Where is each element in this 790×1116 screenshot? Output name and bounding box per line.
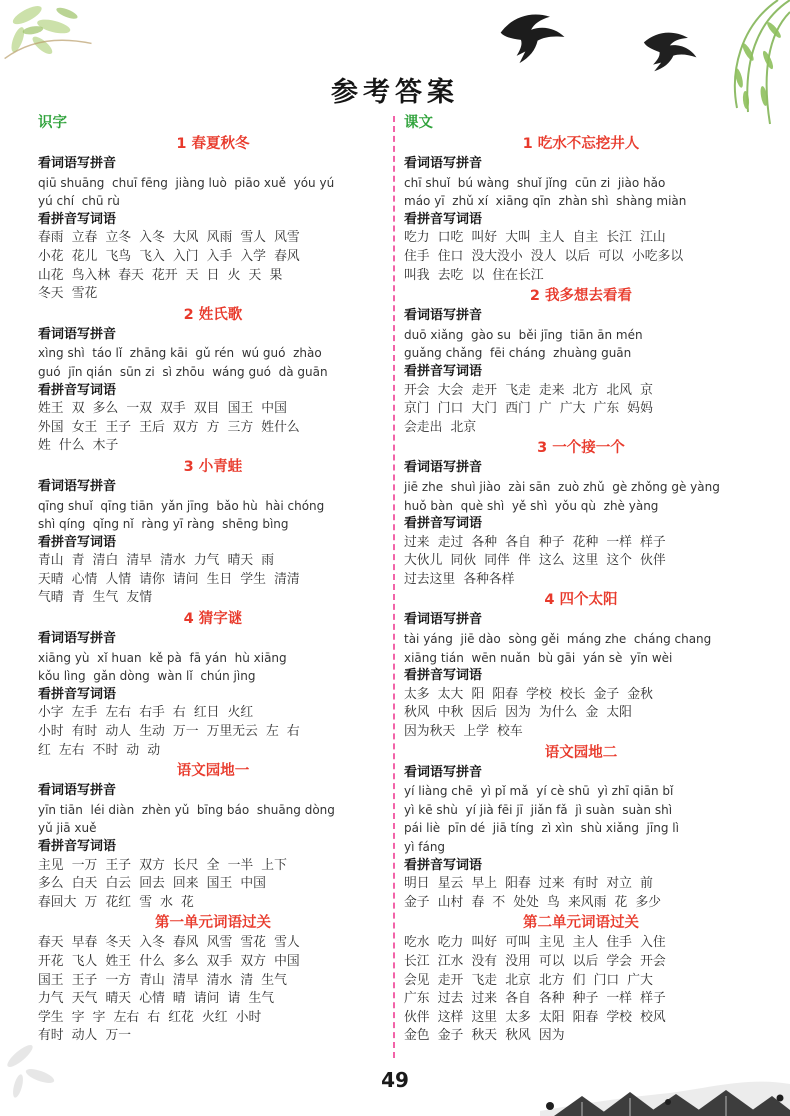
words-line: 姓 什么 木子 [38,438,119,454]
pinyin-line: tài yáng jiē dào sòng gěi máng zhe cháng chang [404,632,712,647]
words-line: 有时 动人 万一 [38,1028,132,1044]
pinyin-line: qīng shuǐ qīng tiān yǎn jīng bǎo hù hài chóng [38,498,325,513]
block-label: 看词语写拼音 [404,764,483,780]
answer-column-right [404,114,758,1046]
pinyin-line: duō xiǎng gào su běi jīng tiān ān mén [404,327,643,342]
pinyin-line: xiāng tián wēn nuǎn bù gāi yán sè yīn wèi [404,650,673,665]
words-line: 金子 山村 春 不 处处 鸟 来风雨 花 多少 [404,894,662,910]
words-line: 太多 太大 阳 阳春 学校 校长 金子 金秋 [404,686,653,702]
pinyin-line: guó jīn qián sūn zi sì zhōu wáng guó dà guān [38,364,328,379]
pinyin-line: pái liè pīn dé jiā tíng zì xìn shù xiǎng jīng lì [404,821,679,836]
words-line: 姓王 双 多么 一双 双手 双目 国王 中国 [38,401,287,417]
section-title: 第一单元词语过关 [155,915,271,932]
column-header: 识字 [38,115,67,131]
words-line: 明日 星云 早上 阳春 过来 有时 对立 前 [404,876,653,892]
section-title: 4 四个太阳 [544,592,618,609]
block-label: 看词语写拼音 [404,156,483,171]
answer-column-left [38,114,388,1046]
words-line: 力气 天气 晴天 心情 晴 请问 请 生气 [38,991,275,1007]
pinyin-line: máo yī zhǔ xí xiāng qīn zhàn shì shàng miàn [404,194,687,209]
section-title: 2 我多想去看看 [529,288,633,305]
pinyin-line: yǔ jiā xuě [38,821,97,836]
block-label: 看拼音写词语 [38,211,117,227]
block-label: 看词语写拼音 [38,631,117,647]
words-line: 春天 早春 冬天 入冬 春风 风雪 雪花 雪人 [38,935,300,951]
words-line: 会走出 北京 [404,419,477,435]
block-label: 看拼音写词语 [38,839,117,854]
section-title: 2 姓氏歌 [183,306,243,323]
answer-columns [0,114,790,1060]
block-label: 看词语写拼音 [38,478,117,494]
words-line: 主见 一万 王子 双方 长尺 全 一半 上下 [38,857,287,873]
column-header: 课文 [404,115,433,131]
block-label: 看拼音写词语 [404,668,483,684]
words-line: 国王 王子 一方 青山 清早 清水 清 生气 [38,972,287,988]
words-line: 春回大 万 花红 雪 水 花 [38,894,194,910]
words-line: 吃水 吃力 叫好 可叫 主见 主人 住手 入住 [404,935,666,951]
words-line: 伙伴 这样 这里 太多 太阳 阳春 学校 校风 [404,1009,666,1025]
words-line: 长江 江水 没有 没用 可以 以后 学会 开会 [404,953,666,969]
section-title: 3 一个接一个 [537,440,625,457]
pinyin-line: xiāng yù xǐ huan kě pà fā yán hù xiāng [38,650,287,665]
words-line: 气晴 青 生气 友情 [38,590,152,606]
words-line: 多么 白天 白云 回去 回来 国王 中国 [38,876,266,892]
pinyin-line: shì qíng qǐng nǐ ràng yī ràng shēng bìng [38,517,289,532]
pinyin-line: yí liàng chē yì pǐ mǎ yí cè shū yì zhī qiān bǐ [404,784,674,799]
words-line: 过去这里 各种各样 [404,571,515,587]
words-line: 秋风 中秋 因后 因为 为什么 金 太阳 [404,705,632,721]
words-line: 小花 花儿 飞鸟 飞入 入门 入手 入学 春风 [38,248,300,264]
block-label: 看词语写拼音 [38,783,117,799]
pinyin-line: yì fáng [404,840,446,854]
words-line: 大伙儿 同伙 同伴 伴 这么 这里 这个 伙伴 [404,553,666,569]
words-line: 京门 门口 大门 西门 广 广大 广东 妈妈 [404,401,653,417]
words-line: 春雨 立春 立冬 入冬 大风 风雨 雪人 风雪 [38,230,300,246]
words-line: 吃力 口吃 叫好 大叫 主人 自主 长江 江山 [404,230,666,246]
section-title: 语文园地一 [176,763,250,780]
pinyin-line: yú chí chū rù [38,194,120,209]
words-line: 小字 左手 左右 右手 右 红日 火红 [38,705,254,721]
words-line: 开花 飞人 姓王 什么 多么 双手 双方 中国 [38,953,300,969]
words-line: 过来 走过 各种 各自 种子 花种 一样 样子 [404,534,666,550]
block-label: 看拼音写词语 [38,534,117,550]
block-label: 看词语写拼音 [38,326,117,342]
words-line: 开会 大会 走开 飞走 走来 北方 北风 京 [404,382,653,398]
words-line: 红 左右 不时 动 动 [38,742,161,758]
pinyin-line: chī shuǐ bú wàng shuǐ jǐng cūn zi jiào hǎo [404,175,666,190]
section-title: 第二单元词语过关 [523,915,639,932]
block-label: 看拼音写词语 [404,363,483,379]
words-line: 青山 青 清白 清早 清水 力气 晴天 雨 [38,553,275,569]
words-line: 叫我 去吃 以 住在长江 [404,267,544,283]
section-title: 1 吃水不忘挖井人 [522,136,640,152]
page-title: 参考答案 [331,77,459,108]
swallow-icon [497,8,571,66]
block-label: 看词语写拼音 [404,460,483,476]
words-line: 小时 有时 动人 生动 万一 万里无云 左 右 [38,724,300,740]
section-title: 1 春夏秋冬 [176,136,250,152]
words-line: 山花 鸟入林 春天 花开 天 日 火 天 果 [38,267,283,283]
pinyin-line: yīn tiān léi diàn zhèn yǔ bīng báo shuāng dòng [38,802,335,817]
page-number: 49 [381,1068,409,1092]
words-line: 金色 金子 秋天 秋风 因为 [404,1028,565,1044]
block-label: 看词语写拼音 [404,308,483,324]
block-label: 看拼音写词语 [404,211,483,227]
words-line: 因为秋天 上学 校车 [404,724,523,740]
pinyin-line: qiū shuāng chuī fēng jiàng luò piāo xuě yóu yú [38,175,335,190]
pinyin-line: guǎng chǎng fēi cháng zhuàng guān [404,346,632,361]
block-label: 看拼音写词语 [38,382,117,398]
words-line: 会见 走开 飞走 北京 北方 们 门口 广大 [404,972,653,988]
block-label: 看词语写拼音 [38,156,117,171]
pinyin-line: xìng shì táo lǐ zhāng kāi gǔ rén wú guó zhào [38,346,322,361]
pinyin-line: yì kē shù yí jià fēi jī jiǎn fǎ jì suàn suàn shì [404,802,673,817]
words-line: 冬天 雪花 [38,286,98,302]
block-label: 看拼音写词语 [404,857,483,873]
pinyin-line: kǒu lìng gǎn dòng wàn lǐ chún jìng [38,669,256,684]
block-label: 看拼音写词语 [404,516,483,532]
section-title: 4 猜字谜 [183,611,243,628]
block-label: 看拼音写词语 [38,686,117,702]
section-title: 语文园地二 [544,744,618,761]
pinyin-line: huǒ bàn què shì yě shì yǒu qù zhè yàng [404,498,659,513]
words-line: 学生 字 字 左右 右 红花 火红 小时 [38,1009,262,1025]
words-line: 外国 女王 王子 王后 双方 方 三方 姓什么 [38,419,300,435]
section-title: 3 小青蛙 [183,458,243,475]
words-line: 广东 过去 过来 各自 各种 种子 一样 样子 [404,991,666,1007]
pinyin-line: jiē zhe shuì jiào zài sān zuò zhǔ gè zhǒng gè yàng [404,479,720,494]
block-label: 看词语写拼音 [404,612,483,628]
words-line: 天晴 心情 人情 请你 请问 生日 学生 清清 [38,571,300,587]
words-line: 住手 住口 没大没小 没人 以后 可以 小吃多以 [404,248,684,264]
